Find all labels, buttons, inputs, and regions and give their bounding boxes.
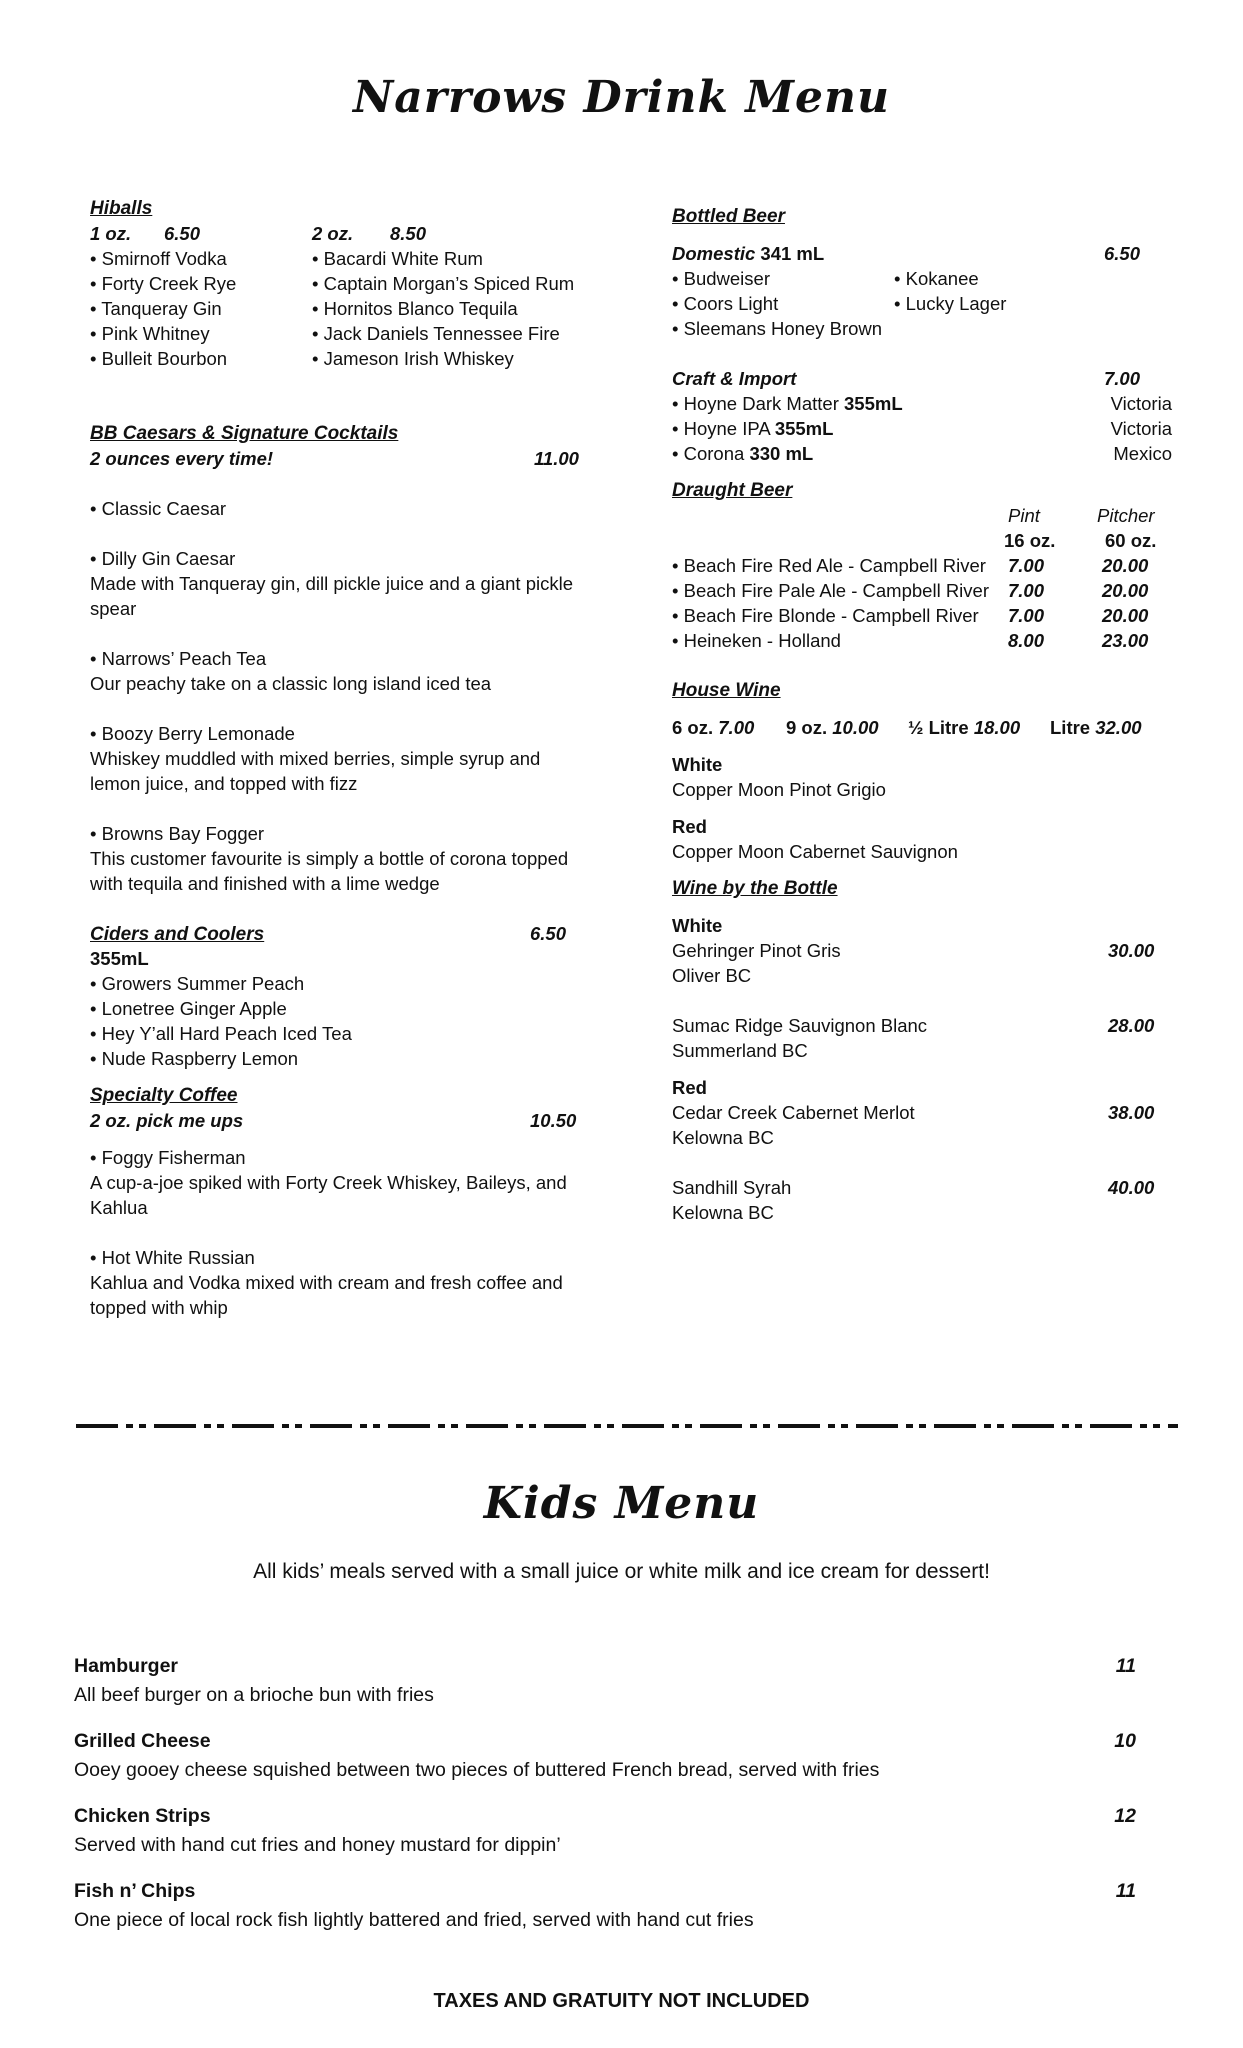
list-item: • Bulleit Bourbon • Jameson Irish Whiskey — [90, 348, 514, 369]
hiballs-price-2: 8.50 — [390, 223, 427, 244]
craft-price: 7.00 — [1104, 368, 1141, 389]
table-row: • Beach Fire Blonde - Campbell River 7.00 20.00 — [672, 605, 1149, 626]
coffee-subtitle: 2 oz. pick me ups — [90, 1110, 244, 1131]
list-item: • Nude Raspberry Lemon — [90, 1048, 299, 1069]
cocktail-desc: Whiskey muddled with mixed berries, simple syrup and lemon juice, and topped with fizz — [90, 748, 541, 794]
caesars-price: 11.00 — [534, 448, 579, 469]
coffee-name: • Hot White Russian — [90, 1247, 255, 1268]
wine-region: Oliver BC — [672, 965, 752, 986]
list-item: • Hoyne Dark Matter 355mL Victoria — [672, 393, 1172, 414]
wine-region: Kelowna BC — [672, 1127, 774, 1148]
list-item: • Tanqueray Gin • Hornitos Blanco Tequila — [90, 298, 518, 319]
pitcher-size: 60 oz. — [1105, 530, 1157, 551]
list-item: • Sleemans Honey Brown — [672, 318, 883, 339]
right-column — [672, 204, 1172, 1225]
cocktail-name: • Browns Bay Fogger — [90, 823, 265, 844]
ciders-size: 355mL — [90, 948, 149, 969]
craft-label: Craft & Import — [672, 368, 797, 389]
hiballs-size-1: 1 oz. — [90, 223, 132, 244]
house-wine-sizes: 6 oz. 7.00 9 oz. 10.00 ½ Litre 18.00 Litre 32.00 — [672, 717, 1142, 738]
wine-bottle-title: Wine by the Bottle — [672, 878, 838, 899]
pint-header: Pint — [1008, 505, 1040, 526]
hiballs-size-row — [90, 221, 590, 246]
kids-intro: All kids’ meals served with a small juice or white milk and ice cream for dessert! — [253, 1560, 990, 1583]
bottled-beer-title: Bottled Beer — [672, 206, 785, 227]
cocktail-name: • Narrows’ Peach Tea — [90, 648, 267, 669]
cocktail-desc: This customer favourite is simply a bottle of corona topped with tequila and finished with a lime wedge — [90, 848, 569, 894]
coffee-price: 10.50 — [530, 1110, 577, 1131]
house-red-label: Red — [672, 816, 707, 837]
list-item: • Lonetree Ginger Apple — [90, 998, 287, 1019]
table-row: • Beach Fire Pale Ale - Campbell River 7.00 20.00 — [672, 580, 1149, 601]
wine-region: Kelowna BC — [672, 1202, 774, 1223]
list-item: Grilled Cheese 10 Ooey gooey cheese squished between two pieces of buttered French bread, served with fries — [74, 1730, 1136, 1781]
pitcher-header: Pitcher — [1097, 505, 1155, 526]
list-item: Fish n’ Chips 11 One piece of local rock fish lightly battered and fried, served with hand cut fries — [74, 1880, 1136, 1931]
pint-size: 16 oz. — [1004, 530, 1056, 551]
coffee-subtitle-row — [90, 1108, 590, 1133]
kids-list — [74, 1652, 1136, 1952]
coffee-name: • Foggy Fisherman — [90, 1147, 246, 1168]
section-divider — [76, 1422, 1178, 1430]
ciders-title: Ciders and Coolers — [90, 924, 265, 945]
domestic-size: 341 mL — [760, 243, 825, 264]
house-white-label: White — [672, 754, 723, 775]
cocktail-desc: Made with Tanqueray gin, dill pickle juice and a giant pickle spear — [90, 573, 573, 619]
draught-header — [672, 503, 1172, 528]
house-red: Copper Moon Cabernet Sauvignon — [672, 841, 958, 862]
list-item: • Pink Whitney • Jack Daniels Tennessee Fire — [90, 323, 560, 344]
cocktail-name: • Boozy Berry Lemonade — [90, 723, 295, 744]
list-item: Chicken Strips 12 Served with hand cut fries and honey mustard for dippin’ — [74, 1805, 1136, 1856]
cocktail-name: • Dilly Gin Caesar — [90, 548, 236, 569]
caesars-subtitle-row — [90, 446, 590, 471]
table-row: • Heineken - Holland 8.00 23.00 — [672, 630, 1149, 651]
ciders-price: 6.50 — [530, 923, 567, 944]
coffee-title: Specialty Coffee — [90, 1085, 238, 1106]
wine-item: Sumac Ridge Sauvignon Blanc 28.00 — [672, 1015, 1155, 1036]
domestic-price: 6.50 — [1104, 243, 1141, 264]
kids-menu-title: Kids Menu — [483, 1478, 760, 1529]
bottle-red-label: Red — [672, 1077, 707, 1098]
drink-menu-title: Narrows Drink Menu — [353, 72, 890, 123]
hiballs-title: Hiballs — [90, 198, 153, 219]
list-item: • Growers Summer Peach — [90, 973, 305, 994]
cocktail-desc: Our peachy take on a classic long island iced tea — [90, 673, 492, 694]
left-column — [90, 196, 590, 1320]
ciders-title-row — [90, 921, 590, 946]
draught-sizes — [672, 528, 1172, 553]
list-item: • Hoyne IPA 355mL Victoria — [672, 418, 1172, 439]
list-item: • Hey Y’all Hard Peach Iced Tea — [90, 1023, 352, 1044]
house-white: Copper Moon Pinot Grigio — [672, 779, 886, 800]
wine-item: Sandhill Syrah 40.00 — [672, 1177, 1155, 1198]
hiballs-price-1: 6.50 — [164, 223, 201, 244]
craft-row — [672, 366, 1172, 391]
list-item: • Forty Creek Rye • Captain Morgan’s Spiced Rum — [90, 273, 575, 294]
domestic-label: Domestic — [672, 243, 756, 264]
caesars-title: BB Caesars & Signature Cocktails — [90, 423, 399, 444]
house-wine-title: House Wine — [672, 680, 781, 701]
footer-note: TAXES AND GRATUITY NOT INCLUDED — [433, 1990, 810, 2012]
list-item: • Budweiser • Kokanee — [672, 268, 979, 289]
bottle-white-label: White — [672, 915, 723, 936]
wine-region: Summerland BC — [672, 1040, 808, 1061]
coffee-desc: A cup-a-joe spiked with Forty Creek Whiskey, Baileys, and Kahlua — [90, 1172, 567, 1218]
coffee-desc: Kahlua and Vodka mixed with cream and fresh coffee and topped with whip — [90, 1272, 563, 1318]
draught-title: Draught Beer — [672, 480, 793, 501]
cocktail-name: • Classic Caesar — [90, 498, 227, 519]
list-item: • Coors Light • Lucky Lager — [672, 293, 1007, 314]
table-row: • Beach Fire Red Ale - Campbell River 7.00 20.00 — [672, 555, 1149, 576]
wine-item: Gehringer Pinot Gris 30.00 — [672, 940, 1155, 961]
domestic-row — [672, 241, 1172, 266]
wine-item: Cedar Creek Cabernet Merlot 38.00 — [672, 1102, 1155, 1123]
list-item: Hamburger 11 All beef burger on a brioche bun with fries — [74, 1655, 1136, 1706]
caesars-subtitle: 2 ounces every time! — [90, 448, 274, 469]
list-item: • Smirnoff Vodka • Bacardi White Rum — [90, 248, 483, 269]
list-item: • Corona 330 mL Mexico — [672, 443, 1172, 464]
hiballs-size-2: 2 oz. — [312, 223, 354, 244]
